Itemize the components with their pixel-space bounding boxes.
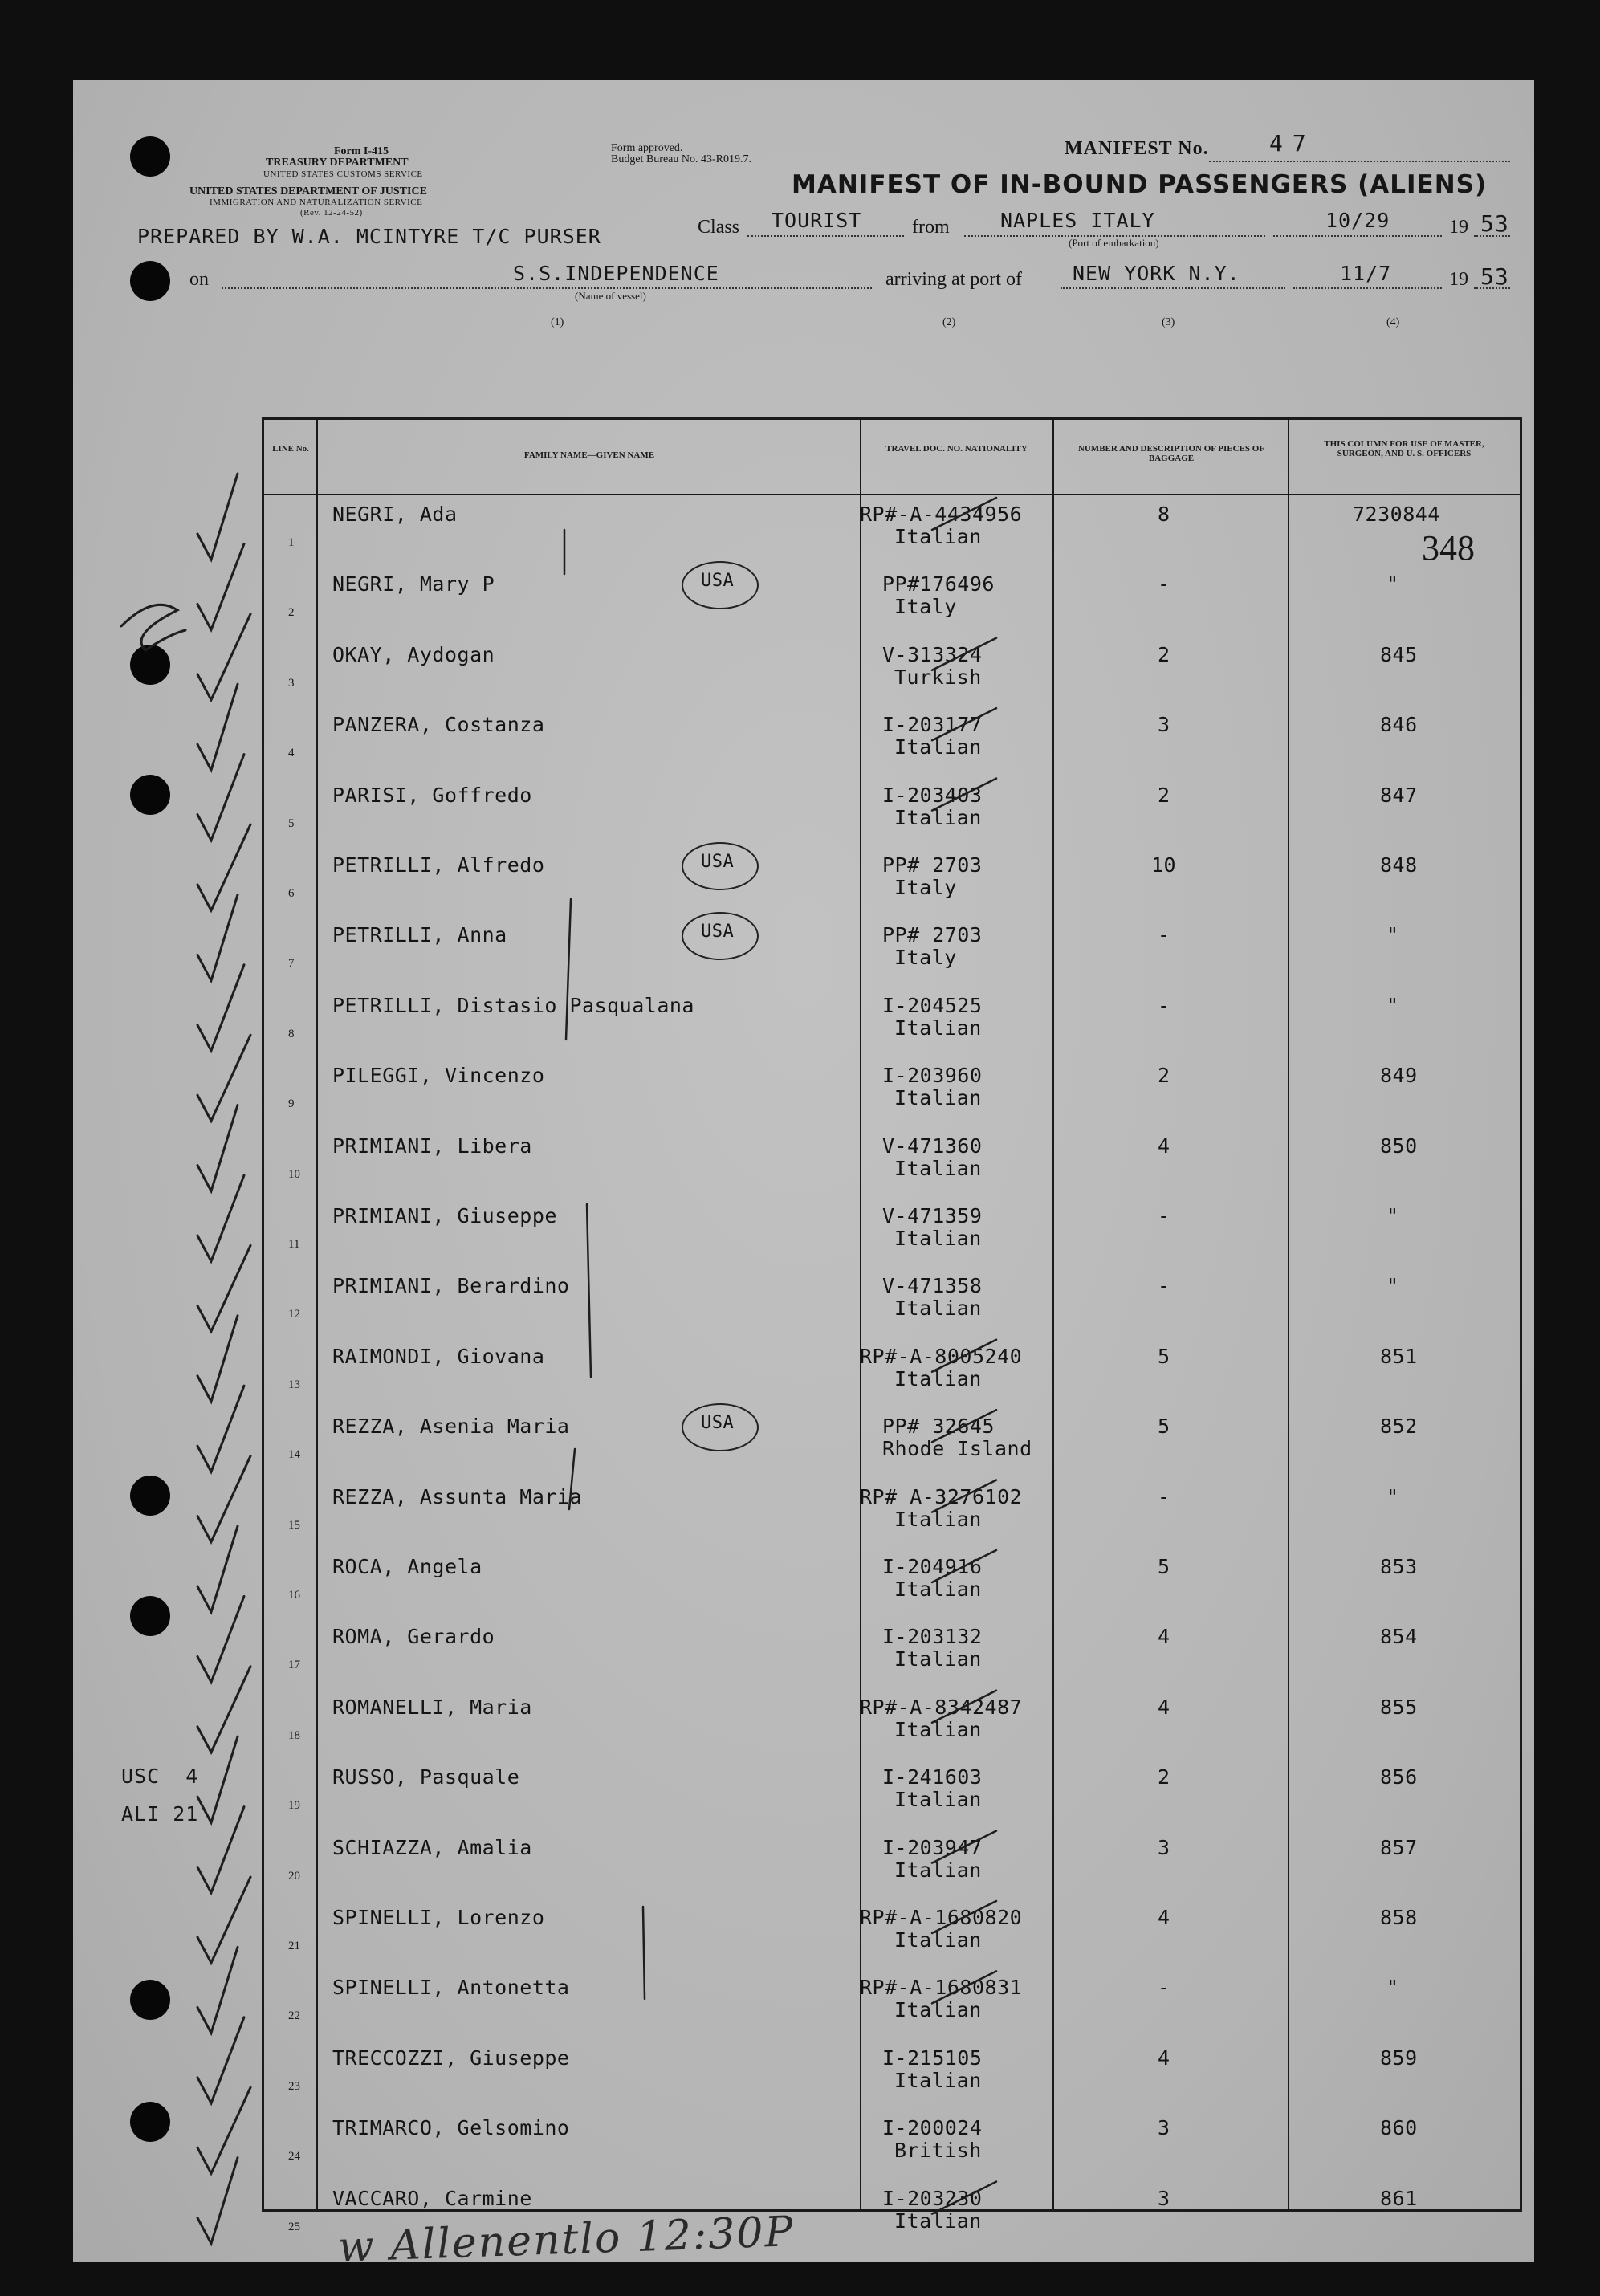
baggage-count: 5 [1158, 1344, 1170, 1368]
officer-number: 849 [1380, 1064, 1418, 1088]
nationality: Italian [894, 1366, 982, 1390]
slash-mark [932, 1340, 996, 1372]
officer-number: " [1386, 1274, 1399, 1298]
officer-number: " [1386, 993, 1399, 1017]
nationality: Italian [894, 525, 982, 548]
nationality: Turkish [894, 665, 982, 689]
officer-number: 852 [1380, 1415, 1418, 1439]
passenger-name: ROMANELLI, Maria [332, 1695, 532, 1719]
passenger-name: REZZA, Asenia Maria [332, 1415, 570, 1439]
vessel-name: S.S.INDEPENDENCE [513, 262, 719, 285]
checkmark [197, 1526, 238, 1612]
travel-doc-number: RP#-A-1680820 [860, 1906, 1023, 1929]
bottom-signature: w Allenentlo 12:30P [337, 2208, 796, 2272]
nationality: Rhode Island [882, 1437, 1032, 1461]
checkmark [197, 684, 238, 770]
slash-mark [932, 1410, 996, 1442]
nationality: Italian [894, 1016, 982, 1040]
manifest-sheet [73, 80, 1534, 2272]
line-number: 21 [288, 1940, 300, 1952]
passenger-name: TRIMARCO, Gelsomino [332, 2116, 570, 2140]
baggage-count: 4 [1158, 1625, 1170, 1649]
line-number: 25 [288, 2220, 300, 2233]
line-number: 16 [288, 1589, 300, 1602]
customs-service: UNITED STATES CUSTOMS SERVICE [263, 169, 423, 179]
usa-label: USA [701, 852, 735, 872]
slash-mark [932, 708, 996, 740]
embark-year: 53 [1480, 210, 1509, 237]
stamp-number: 348 [1422, 528, 1475, 568]
baggage-count: 4 [1158, 2046, 1170, 2070]
passenger-name: SPINELLI, Lorenzo [332, 1906, 545, 1929]
baggage-count: 5 [1158, 1415, 1170, 1439]
checkmark [197, 755, 244, 841]
officer-number: 845 [1380, 642, 1418, 666]
passenger-name: PETRILLI, Anna [332, 923, 507, 947]
nationality: Italian [894, 1297, 982, 1321]
passenger-name: TRECCOZZI, Giuseppe [332, 2046, 570, 2070]
passenger-name: NEGRI, Mary P [332, 572, 495, 596]
header-travel: TRAVEL DOC. NO. NATIONALITY [885, 444, 1028, 454]
slash-mark [932, 2182, 996, 2214]
arrival-year: 53 [1480, 263, 1509, 290]
slash-mark [932, 779, 996, 811]
travel-doc-number: I-203960 [882, 1064, 983, 1088]
usa-label: USA [701, 922, 735, 942]
checkmark [197, 824, 250, 910]
officer-number: " [1386, 1204, 1399, 1227]
nationality: Italian [894, 2068, 982, 2092]
officer-number: 853 [1380, 1555, 1418, 1578]
travel-doc-number: V-471360 [882, 1134, 983, 1158]
baggage-count: 4 [1158, 1134, 1170, 1158]
passenger-name: NEGRI, Ada [332, 503, 458, 526]
passenger-name: PETRILLI, Distasio Pasqualana [332, 993, 694, 1017]
nationality: Italian [894, 1788, 982, 1812]
passenger-name: SCHIAZZA, Amalia [332, 1835, 532, 1859]
header-officers: THIS COLUMN FOR USE OF MASTER, SURGEON, AND U. S. OFFICERS [1324, 439, 1484, 458]
travel-doc-number: V-471359 [882, 1204, 983, 1227]
nationality: Italian [894, 1086, 982, 1110]
officer-number: 861 [1380, 2186, 1418, 2210]
checkmark [197, 1807, 244, 1893]
embark-date: 10/29 [1325, 209, 1390, 232]
travel-doc-number: RP#-A-4434956 [860, 503, 1023, 526]
officer-number: 859 [1380, 2046, 1418, 2070]
travel-doc-number: RP# A-3276102 [860, 1484, 1023, 1508]
baggage-count: 2 [1158, 642, 1170, 666]
baggage-count: 3 [1158, 2116, 1170, 2140]
treasury-dept: TREASURY DEPARTMENT [266, 157, 409, 169]
baggage-count: - [1158, 1204, 1170, 1227]
checkmark [197, 1175, 244, 1261]
officer-number: " [1386, 1484, 1399, 1508]
passenger-name: OKAY, Aydogan [332, 642, 495, 666]
travel-doc-number: I-204916 [882, 1555, 983, 1578]
passenger-name: REZZA, Assunta Maria [332, 1484, 583, 1508]
checkmark [197, 1667, 250, 1753]
slash-mark [932, 1831, 996, 1863]
passenger-name: PRIMIANI, Berardino [332, 1274, 570, 1298]
checkmark [197, 2087, 250, 2173]
slash-mark [932, 1550, 996, 1582]
passenger-name: PILEGGI, Vincenzo [332, 1064, 545, 1088]
officer-number: " [1386, 923, 1399, 947]
officer-number: 7230844 [1353, 503, 1440, 526]
baggage-count: - [1158, 572, 1170, 596]
class-label: Class [698, 217, 740, 238]
baggage-count: 2 [1158, 1064, 1170, 1088]
passenger-name: ROMA, Gerardo [332, 1625, 495, 1649]
travel-doc-number: I-203230 [882, 2186, 983, 2210]
checkmark [197, 965, 244, 1051]
nationality: Italian [894, 805, 982, 829]
officer-number: " [1386, 1976, 1399, 2000]
nationality: Italian [894, 1507, 982, 1531]
scribble [121, 605, 185, 650]
checkmark [197, 1596, 244, 1682]
baggage-count: - [1158, 993, 1170, 1017]
manifest-label: MANIFEST No. [1065, 138, 1209, 159]
travel-doc-number: RP#-A-8342487 [860, 1695, 1023, 1719]
vessel-note: (Name of vessel) [575, 290, 646, 302]
passenger-name: PANZERA, Costanza [332, 713, 545, 737]
checkmark [197, 1877, 250, 1963]
line-number: 3 [288, 676, 295, 690]
handwritten-marks [73, 80, 1534, 2262]
bracket-mark [587, 1204, 591, 1377]
baggage-count: 3 [1158, 2186, 1170, 2210]
baggage-count: 2 [1158, 783, 1170, 807]
passenger-name: VACCARO, Carmine [332, 2186, 532, 2210]
header-name: FAMILY NAME—GIVEN NAME [523, 450, 655, 460]
baggage-count: - [1158, 1484, 1170, 1508]
line-number: 18 [288, 1728, 300, 1742]
nationality: Italian [894, 1928, 982, 1952]
officer-number: 856 [1380, 1765, 1418, 1789]
checkmark [197, 2017, 244, 2103]
line-number: 7 [288, 957, 295, 971]
baggage-count: - [1158, 1976, 1170, 2000]
slash-mark [932, 638, 996, 670]
travel-doc-number: I-203403 [882, 783, 983, 807]
slash-mark [932, 1971, 996, 2003]
officer-number: 847 [1380, 783, 1418, 807]
travel-doc-number: I-241603 [882, 1765, 983, 1789]
line-number: 5 [288, 816, 295, 830]
baggage-count: 5 [1158, 1555, 1170, 1578]
col-num-3: (3) [1162, 316, 1175, 328]
passenger-name: PRIMIANI, Giuseppe [332, 1204, 557, 1227]
line-number: 4 [288, 747, 295, 760]
line-number: 10 [288, 1167, 300, 1181]
arrival-year-prefix: 19 [1449, 269, 1468, 290]
checkmark [197, 1105, 238, 1191]
nationality: Italian [894, 1577, 982, 1601]
line-number: 13 [288, 1378, 300, 1391]
baggage-count: - [1158, 1274, 1170, 1298]
travel-doc-number: PP# 32645 [882, 1415, 995, 1439]
arrival-port: NEW YORK N.Y. [1073, 262, 1240, 285]
nationality: Italian [894, 1858, 982, 1882]
passenger-name: ROCA, Angela [332, 1555, 482, 1578]
checkmark [197, 1245, 250, 1331]
manifest-number: 47 [1269, 130, 1316, 157]
travel-doc-number: I-200024 [882, 2116, 983, 2140]
nationality: Italy [894, 946, 957, 970]
checkmark [197, 1386, 244, 1472]
line-number: 9 [288, 1097, 295, 1111]
officer-number: 846 [1380, 713, 1418, 737]
checkmark [197, 894, 238, 980]
line-number: 8 [288, 1027, 295, 1040]
line-number: 17 [288, 1659, 300, 1672]
officer-number: 850 [1380, 1134, 1418, 1158]
line-number: 15 [288, 1518, 300, 1532]
budget-bureau: Budget Bureau No. 43-R019.7. [611, 153, 751, 165]
bracket-mark [569, 1449, 575, 1509]
prepared-by: PREPARED BY W.A. MCINTYRE T/C PURSER [137, 225, 601, 248]
line-number: 2 [288, 606, 295, 620]
baggage-count: 4 [1158, 1695, 1170, 1719]
passenger-name: PRIMIANI, Libera [332, 1134, 532, 1158]
nationality: Italy [894, 595, 957, 619]
line-number: 6 [288, 887, 295, 900]
nationality: British [894, 2139, 982, 2163]
line-number: 20 [288, 1869, 300, 1883]
nationality: Italian [894, 1227, 982, 1250]
travel-doc-number: PP# 2703 [882, 853, 983, 877]
baggage-count: 3 [1158, 713, 1170, 737]
line-number: 12 [288, 1308, 300, 1321]
baggage-count: 2 [1158, 1765, 1170, 1789]
travel-doc-number: V-313324 [882, 642, 983, 666]
bracket-mark [566, 899, 571, 1040]
travel-doc-number: I-204525 [882, 993, 983, 1017]
checkmark [197, 474, 238, 560]
travel-doc-number: I-203947 [882, 1835, 983, 1859]
usa-label: USA [701, 571, 735, 592]
col-num-4: (4) [1386, 316, 1400, 328]
checkmark [197, 1456, 250, 1542]
passenger-name: PETRILLI, Alfredo [332, 853, 545, 877]
baggage-count: 4 [1158, 1906, 1170, 1929]
ins-line: IMMIGRATION AND NATURALIZATION SERVICE [210, 197, 423, 207]
checkmark [197, 2158, 238, 2244]
slash-mark [932, 498, 996, 530]
baggage-count: 3 [1158, 1835, 1170, 1859]
nationality: Italian [894, 1647, 982, 1671]
line-number: 11 [288, 1238, 300, 1251]
from-label: from [912, 217, 950, 238]
slash-mark [932, 1691, 996, 1723]
travel-doc-number: PP# 2703 [882, 923, 983, 947]
passenger-name: RUSSO, Pasquale [332, 1765, 520, 1789]
checkmark [197, 1035, 250, 1121]
line-number: 22 [288, 2009, 300, 2023]
travel-doc-number: PP#176496 [882, 572, 995, 596]
nationality: Italy [894, 876, 957, 899]
nationality: Italian [894, 735, 982, 759]
arriving-label: arriving at port of [885, 269, 1022, 290]
checkmark [197, 614, 250, 700]
manifest-title: MANIFEST OF IN-BOUND PASSENGERS (ALIENS) [792, 170, 1488, 199]
class-value: TOURIST [772, 209, 862, 232]
form-approved: Form approved. [611, 142, 683, 154]
line-number: 24 [288, 2150, 300, 2164]
officer-number: " [1386, 572, 1399, 596]
line-number: 14 [288, 1448, 300, 1462]
travel-doc-number: RP#-A-8005240 [860, 1344, 1023, 1368]
usa-label: USA [701, 1413, 735, 1434]
embark-note: (Port of embarkation) [1069, 237, 1159, 249]
checkmark [197, 1316, 238, 1402]
embark-port: NAPLES ITALY [1000, 209, 1155, 232]
slash-mark [932, 1480, 996, 1512]
slash-mark [932, 1901, 996, 1933]
officer-number: 848 [1380, 853, 1418, 877]
passenger-name: SPINELLI, Antonetta [332, 1976, 570, 2000]
nationality: Italian [894, 1717, 982, 1741]
travel-doc-number: I-203177 [882, 713, 983, 737]
col-num-2: (2) [942, 316, 956, 328]
officer-number: 854 [1380, 1625, 1418, 1649]
passenger-name: PARISI, Goffredo [332, 783, 532, 807]
travel-doc-number: V-471358 [882, 1274, 983, 1298]
baggage-count: - [1158, 923, 1170, 947]
nationality: Italian [894, 2208, 982, 2233]
checkmark [197, 1947, 238, 2033]
officer-number: 855 [1380, 1695, 1418, 1719]
bracket-mark [643, 1907, 645, 1999]
margin-note-usc: USC 4 [121, 1765, 199, 1788]
margin-note-ali: ALI 21 [121, 1802, 199, 1826]
nationality: Italian [894, 1998, 982, 2022]
line-number: 1 [288, 536, 295, 549]
officer-number: 858 [1380, 1906, 1418, 1929]
travel-doc-number: I-203132 [882, 1625, 983, 1649]
travel-doc-number: RP#-A-1680831 [860, 1976, 1023, 2000]
on-label: on [189, 269, 209, 290]
form-number: Form I-415 [334, 145, 389, 157]
travel-doc-number: I-215105 [882, 2046, 983, 2070]
checkmark [197, 543, 244, 629]
passenger-name: RAIMONDI, Giovana [332, 1344, 545, 1368]
officer-number: 857 [1380, 1835, 1418, 1859]
col-num-1: (1) [551, 316, 564, 328]
dept-justice: UNITED STATES DEPARTMENT OF JUSTICE [189, 185, 427, 197]
officer-number: 860 [1380, 2116, 1418, 2140]
arrival-date: 11/7 [1340, 262, 1392, 285]
checkmark [197, 1736, 238, 1822]
officer-number: 851 [1380, 1344, 1418, 1368]
embark-year-prefix: 19 [1449, 217, 1468, 238]
baggage-count: 10 [1151, 853, 1177, 877]
line-number: 23 [288, 2079, 300, 2093]
revision: (Rev. 12-24-52) [300, 208, 363, 218]
line-number: 19 [288, 1799, 300, 1813]
header-baggage: NUMBER AND DESCRIPTION OF PIECES OF BAGGAGE [1077, 444, 1265, 463]
baggage-count: 8 [1158, 503, 1170, 526]
nationality: Italian [894, 1156, 982, 1180]
header-line-no: LINE No. [272, 444, 309, 454]
